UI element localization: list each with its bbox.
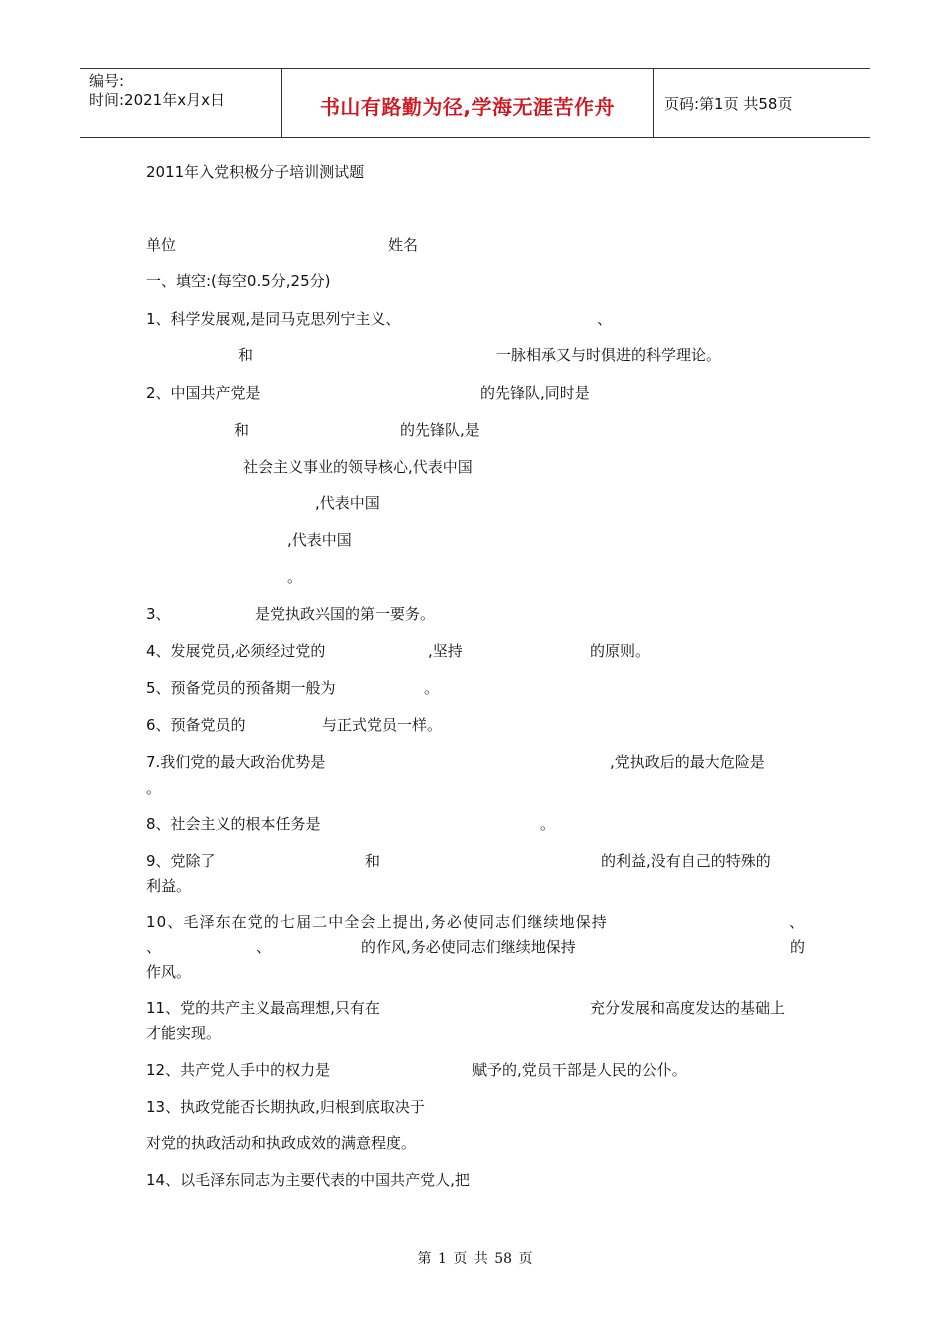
page-info: 页码:第1页 共58页 bbox=[664, 94, 793, 113]
unit-label: 单位 bbox=[146, 236, 177, 254]
q10-sep3: 、 bbox=[256, 938, 272, 956]
q10-sep2: 、 bbox=[146, 938, 162, 956]
q11-text: 11、党的共产主义最高理想,只有在 bbox=[146, 999, 380, 1017]
footer-page-number: 1 bbox=[437, 1251, 447, 1267]
header-page-cell bbox=[654, 69, 870, 137]
motto-text: 书山有路勤为径,学海无涯苦作舟 bbox=[319, 94, 616, 119]
q7-part2: ,党执政后的最大危险是 bbox=[610, 753, 765, 771]
q9-and: 和 bbox=[365, 852, 381, 870]
q2-part5: ,代表中国 bbox=[315, 494, 380, 512]
q10-part2: 的作风,务必使同志们继续地保持 bbox=[361, 938, 576, 956]
q4-part2: ,坚持 bbox=[428, 642, 463, 660]
q13-end: 对党的执政活动和执政成效的满意程度。 bbox=[146, 1134, 417, 1152]
date-label: 时间:2021年x月x日 bbox=[89, 91, 225, 109]
q1-separator: 、 bbox=[597, 310, 613, 328]
footer-word-di: 第 bbox=[417, 1251, 432, 1267]
q6-text: 6、预备党员的 bbox=[146, 716, 246, 734]
q7-end: 。 bbox=[146, 779, 162, 797]
q10-part3: 的 bbox=[790, 938, 806, 956]
footer-word-ye: 页 bbox=[453, 1251, 468, 1267]
q2-part3: 的先锋队,是 bbox=[400, 421, 480, 439]
q1-and: 和 bbox=[238, 346, 254, 364]
section-heading: 一、填空:(每空0.5分,25分) bbox=[146, 272, 331, 290]
q13-text: 13、执政党能否长期执政,归根到底取决于 bbox=[146, 1098, 425, 1116]
q3-text: 是党执政兴国的第一要务。 bbox=[255, 605, 436, 623]
number-label: 编号: bbox=[89, 72, 125, 90]
q9-text: 9、党除了 bbox=[146, 852, 216, 870]
footer-word-ye-end: 页 bbox=[518, 1251, 533, 1267]
q5-end: 。 bbox=[424, 679, 440, 697]
footer-word-gong: 共 bbox=[473, 1251, 488, 1267]
q2-text: 2、中国共产党是 bbox=[146, 384, 261, 402]
q14-text: 14、以毛泽东同志为主要代表的中国共产党人,把 bbox=[146, 1171, 470, 1189]
q11-part2: 充分发展和高度发达的基础上 bbox=[590, 999, 786, 1017]
footer-total-pages: 58 bbox=[494, 1251, 513, 1267]
q5-text: 5、预备党员的预备期一般为 bbox=[146, 679, 336, 697]
q4-text: 4、发展党员,必须经过党的 bbox=[146, 642, 326, 660]
q2-part4: 社会主义事业的领导核心,代表中国 bbox=[243, 458, 473, 476]
q1-end: 一脉相承又与时俱进的科学理论。 bbox=[496, 346, 722, 364]
page-footer bbox=[0, 1248, 950, 1268]
document-title: 2011年入党积极分子培训测试题 bbox=[146, 163, 365, 181]
header-motto-cell bbox=[282, 69, 654, 137]
q12-text: 12、共产党人手中的权力是 bbox=[146, 1061, 331, 1079]
q6-end: 与正式党员一样。 bbox=[322, 716, 443, 734]
q2-part2: 的先锋队,同时是 bbox=[480, 384, 590, 402]
q10-text: 10、毛泽东在党的七届二中全会上提出,务必使同志们继续地保持 bbox=[146, 913, 608, 931]
q2-and: 和 bbox=[234, 421, 250, 439]
q9-part3: 的利益,没有自己的特殊的 bbox=[601, 852, 771, 870]
q2-end: 。 bbox=[287, 568, 303, 586]
q8-text: 8、社会主义的根本任务是 bbox=[146, 815, 321, 833]
q10-sep1: 、 bbox=[789, 913, 805, 931]
header-table bbox=[80, 68, 870, 138]
q8-end: 。 bbox=[540, 815, 556, 833]
q12-end: 赋予的,党员干部是人民的公仆。 bbox=[472, 1061, 687, 1079]
header-meta-cell bbox=[80, 69, 282, 137]
q3-number: 3、 bbox=[146, 605, 171, 623]
q4-end: 的原则。 bbox=[590, 642, 651, 660]
q2-part6: ,代表中国 bbox=[287, 531, 352, 549]
q7-text: 7.我们党的最大政治优势是 bbox=[146, 753, 326, 771]
q11-end: 才能实现。 bbox=[146, 1024, 222, 1042]
q10-end: 作风。 bbox=[146, 963, 192, 981]
q1-text: 1、科学发展观,是同马克思列宁主义、 bbox=[146, 310, 401, 328]
q9-end: 利益。 bbox=[146, 877, 192, 895]
name-label: 姓名 bbox=[388, 236, 419, 254]
